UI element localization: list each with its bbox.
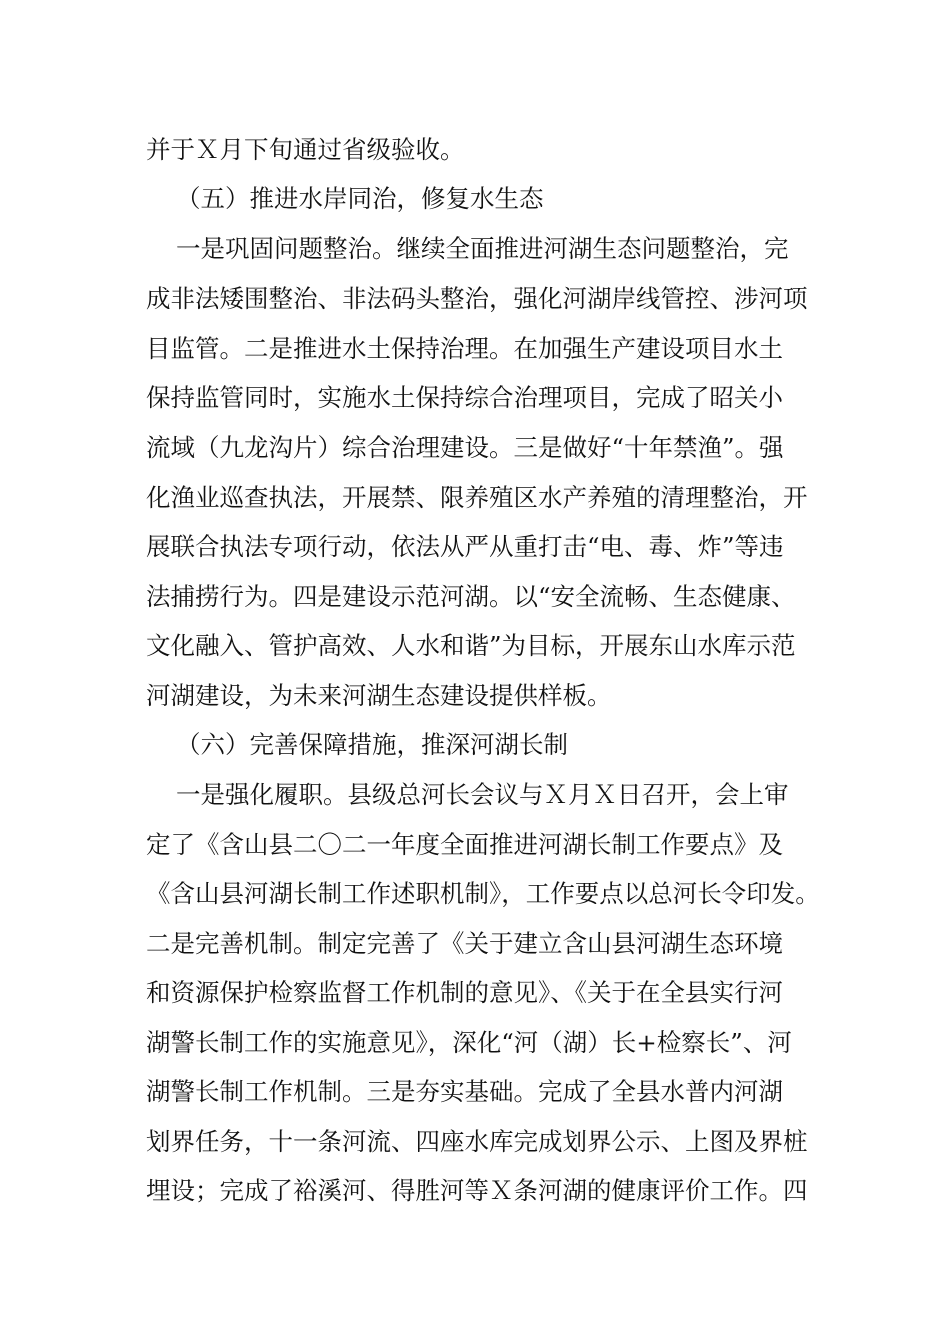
text-line: 保持监管同时，实施水土保持综合治理项目，完成了昭关小 bbox=[146, 383, 783, 412]
text-line: 法捕捞行为。四是建设示范河湖。以“安全流畅、生态健康、 bbox=[146, 582, 796, 611]
text-line: 湖警长制工作机制。三是夯实基础。完成了全县水普内河湖 bbox=[146, 1077, 783, 1106]
text-line: 一是巩固问题整治。继续全面推进河湖生态问题整治，完 bbox=[176, 234, 789, 263]
text-line: 埋设；完成了裕溪河、得胜河等Ｘ条河湖的健康评价工作。四 bbox=[146, 1176, 808, 1205]
section-heading-6: （六）完善保障措施，推深河湖长制 bbox=[176, 730, 568, 759]
text-line: 并于Ｘ月下旬通过省级验收。 bbox=[146, 135, 465, 164]
text-line: 成非法矮围整治、非法码头整治，强化河湖岸线管控、涉河项 bbox=[146, 284, 808, 313]
text-line: 和资源保护检察监督工作机制的意见》、《关于在全县实行河 bbox=[146, 978, 783, 1007]
text-line: 划界任务，十一条河流、四座水库完成划界公示、上图及界桩 bbox=[146, 1127, 808, 1156]
section-heading-5: （五）推进水岸同治，修复水生态 bbox=[176, 184, 544, 213]
text-line: 展联合执法专项行动，依法从严从重打击“电、毒、炸”等违 bbox=[146, 532, 784, 561]
text-line: 文化融入、管护高效、人水和谐”为目标，开展东山水库示范 bbox=[146, 631, 796, 660]
text-line: 湖警长制工作的实施意见》，深化“河（湖）长+检察长”、河 bbox=[146, 1028, 792, 1057]
text-line: 流域（九龙沟片）综合治理建设。三是做好“十年禁渔”。强 bbox=[146, 433, 784, 462]
text-line: 二是完善机制。制定完善了《关于建立含山县河湖生态环境 bbox=[146, 929, 783, 958]
text-line: 河湖建设，为未来河湖生态建设提供样板。 bbox=[146, 681, 612, 710]
text-line: 定了《含山县二〇二一年度全面推进河湖长制工作要点》及 bbox=[146, 830, 783, 859]
text-line: 目监管。二是推进水土保持治理。在加强生产建设项目水土 bbox=[146, 334, 783, 363]
text-line: 化渔业巡查执法，开展禁、限养殖区水产养殖的清理整治，开 bbox=[146, 483, 808, 512]
text-line: 一是强化履职。县级总河长会议与Ｘ月Ｘ日召开，会上审 bbox=[176, 780, 789, 809]
text-line: 《含山县河湖长制工作述职机制》，工作要点以总河长令印发。 bbox=[146, 879, 820, 908]
